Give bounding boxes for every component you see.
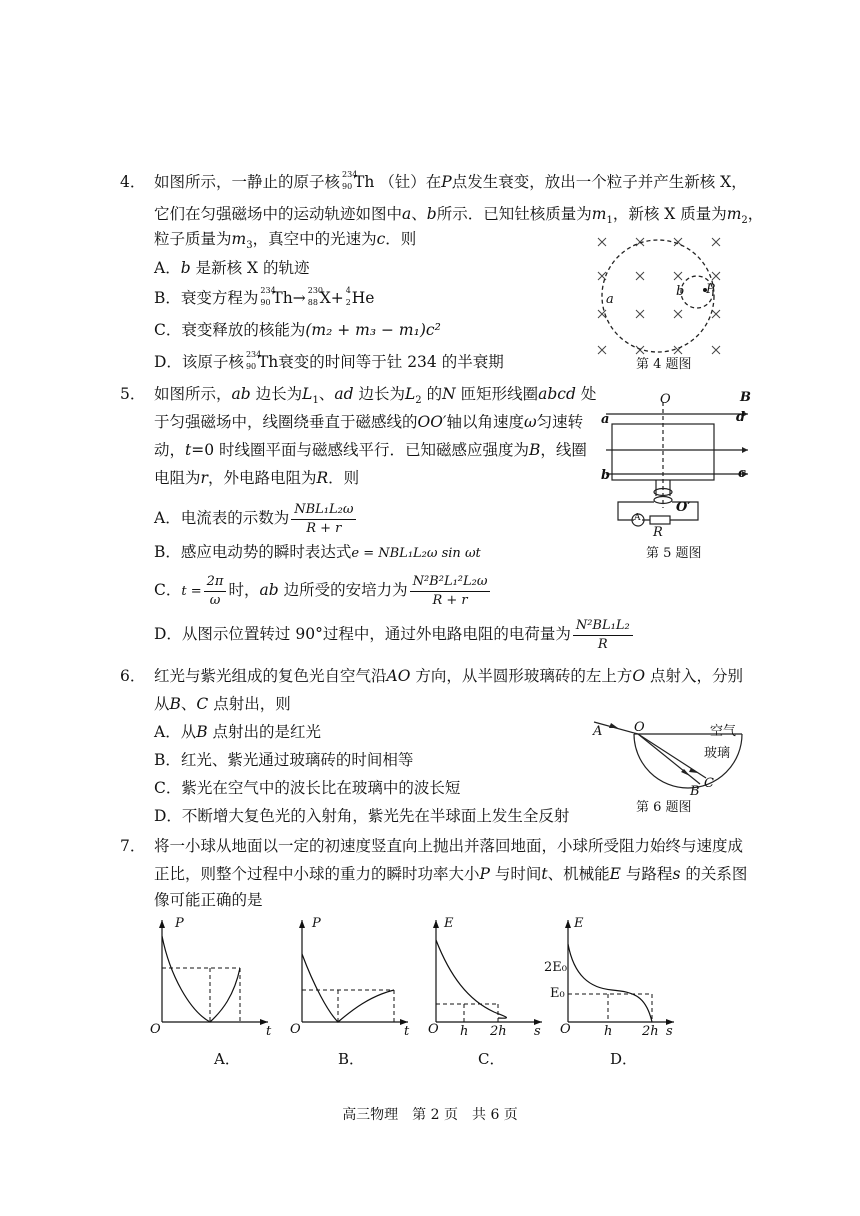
q6-option-d: D．不断增大复色光的入射角，紫光先在半球面上发生全反射: [154, 807, 570, 825]
graph-a-option: A．: [214, 1050, 240, 1068]
q5-line-2: 于匀强磁场中，线圈绕垂直于磁感线的OO′轴以角速度ω匀速转: [154, 413, 584, 431]
q6-number: 6．: [120, 667, 146, 685]
fig4-label-p: P: [706, 282, 715, 297]
q4-line-2: 它们在匀强磁场中的运动轨迹如图中a、b所示．已知钍核质量为$m_1$，新核 X 质量为$m_2$，: [154, 205, 764, 227]
page-footer: 高三物理 第 2 页 共 6 页: [342, 1107, 518, 1123]
q5-option-b: B．感应电动势的瞬时表达式e = NBL₁L₂ω sin ωt: [154, 543, 481, 561]
fig6-label-glass: 玻璃: [704, 746, 731, 761]
q5-line-1: 如图所示，ab 边长为$L_1$、ad 边长为$L_2$ 的N 匝矩形线圈abcd 处: [154, 385, 597, 407]
th-nuclide: 234 90: [342, 170, 358, 191]
graph-d-tick-h: h: [604, 1024, 613, 1039]
q7-line-1: 将一小球从地面以一定的初速度竖直向上抛出并落回地面，小球所受阻力始终与速度成: [154, 837, 744, 855]
graph-a: [150, 916, 280, 1046]
q7-line-2: 正比，则整个过程中小球的重力的瞬时功率大小P 与时间t、机械能E 与路程s 的关系图: [154, 865, 748, 883]
fig5-caption: 第 5 题图: [646, 546, 702, 561]
graph-a-ylabel: P: [175, 916, 184, 931]
graph-c-ylabel: E: [444, 916, 454, 931]
fig5-diagram: [598, 396, 758, 536]
track-a: [602, 240, 714, 352]
ray-to-c: [638, 734, 706, 778]
graph-d-option: D．: [610, 1050, 638, 1068]
graph-d-curve: [568, 944, 652, 1022]
q6-line-1: 红光与紫光组成的复色光自空气沿AO 方向，从半圆形玻璃砖的左上方O 点射入，分别: [154, 667, 744, 685]
graph-a-xlabel: t: [266, 1024, 272, 1039]
graph-b-xlabel: t: [404, 1024, 410, 1039]
graph-b-ylabel: P: [312, 916, 321, 931]
fig5-label-o: O: [660, 392, 671, 407]
graph-c-curve: [436, 940, 506, 1018]
q6-option-a: A．从B 点射出的是红光: [154, 723, 322, 741]
graph-d-origin: O: [560, 1022, 571, 1037]
fig6-caption: 第 6 题图: [636, 800, 692, 815]
q7-line-3: 像可能正确的是: [154, 891, 263, 909]
fig5-label-a: a: [601, 412, 610, 427]
q5-line-4: 电阻为r，外电路电阻为R．则: [154, 469, 360, 487]
q5-line-3: 动，t=0 时线圈平面与磁感线平行．已知磁感应强度为B，线圈: [154, 441, 587, 459]
fig4-caption: 第 4 题图: [636, 357, 692, 372]
ray-to-b: [638, 734, 700, 784]
graph-c-origin: O: [428, 1022, 439, 1037]
fig6-label-c: C: [704, 776, 714, 791]
fig6-label-b: B: [690, 784, 700, 799]
graph-d-ytick-e0: E₀: [550, 986, 565, 1001]
q4-option-c: C．衰变释放的核能为(m₂ + m₃ − m₁)c²: [154, 321, 441, 339]
q6-option-c: C．紫光在空气中的波长比在玻璃中的波长短: [154, 779, 461, 797]
q5-number: 5．: [120, 385, 146, 403]
resistor: [650, 516, 670, 524]
q7-number: 7．: [120, 837, 146, 855]
q4-option-d: D．该原子核 234 90 Th衰变的时间等于钍 234 的半衰期: [154, 350, 504, 371]
q6-option-b: B．红光、紫光通过玻璃砖的时间相等: [154, 751, 414, 769]
q4-option-a: A．b 是新核 X 的轨迹: [154, 259, 310, 277]
fig5-label-r: R: [653, 525, 663, 540]
graph-b-curve: [302, 954, 394, 1022]
graph-c-xlabel: s: [534, 1024, 541, 1039]
q4-line-1: 如图所示，一静止的原子核 234 90 Th （钍）在P点发生衰变，放出一个粒子并产生新核 X，: [154, 170, 747, 191]
fig5-label-o-prime: O′: [676, 500, 691, 515]
q4-option-b: B．衰变方程为 234 90 Th→ 230 88 X+ 4 2 He: [154, 286, 375, 307]
q5-option-a: A．电流表的示数为 $\frac{\text{NBL₁L₂ω}}{R + r}$: [154, 500, 358, 538]
q5-option-c: C．t = $\frac{2\pi}{\omega}$ 时，ab 边所受的安培力为 $\frac{\text{N²B²L₁²L₂ω}}{R + r}$: [154, 572, 492, 610]
fig6-label-o: O: [634, 720, 645, 735]
fig5-label-ammeter: A: [634, 513, 641, 523]
q5-option-d: D．从图示位置转过 90°过程中，通过外电路电阻的电荷量为 $\frac{\text{N²BL₁L₂}}{R}$: [154, 616, 635, 654]
fig4-label-b: b: [676, 284, 685, 299]
q4-number: 4．: [120, 173, 146, 191]
field-crosses: [598, 238, 720, 354]
fig4-label-a: a: [606, 292, 614, 307]
graph-d-ylabel: E: [574, 916, 584, 931]
graph-d-xlabel: s: [666, 1024, 673, 1039]
graph-a-origin: O: [150, 1022, 161, 1037]
fig5-label-b: B: [740, 390, 751, 405]
graph-c-tick-h: h: [460, 1024, 469, 1039]
graph-d-ytick-2e0: 2E₀: [544, 960, 567, 975]
graph-c-option: C．: [478, 1050, 505, 1068]
fig5-label-d: d: [736, 410, 746, 425]
graph-c-tick-2h: 2h: [490, 1024, 507, 1039]
graph-b-option: B．: [338, 1050, 365, 1068]
fig6-label-air: 空气: [710, 724, 737, 739]
graph-b-origin: O: [290, 1022, 301, 1037]
q6-line-2: 从B、C 点射出，则: [154, 695, 291, 713]
fig5-label-c: c: [738, 466, 746, 481]
q4-line-3: 粒子质量为$m_3$，真空中的光速为c．则: [154, 230, 417, 252]
graph-d-tick-2h: 2h: [642, 1024, 659, 1039]
graph-a-curve: [162, 936, 240, 1022]
fig5-label-b-corner: b: [601, 468, 611, 483]
graph-b: [290, 916, 420, 1046]
fig6-label-a: A: [593, 724, 603, 739]
